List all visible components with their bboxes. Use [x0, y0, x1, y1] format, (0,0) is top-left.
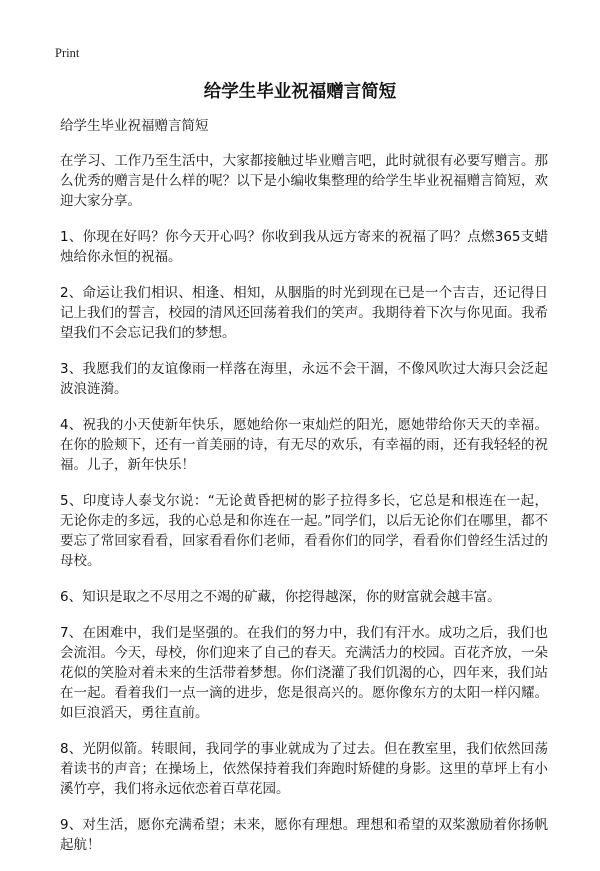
- page-title: 给学生毕业祝福赠言简短: [203, 82, 397, 102]
- paragraph-9: 9、对生活，愿你充满希望；未来，愿你有理想。理想和希望的双桨激励着你扬帆起航！: [60, 817, 548, 853]
- paragraph-3: 3、我愿我们的友谊像雨一样落在海里，永远不会干涸，不像风吹过大海只会泛起波浪涟漪。: [60, 361, 548, 397]
- print-link[interactable]: Print: [55, 46, 80, 60]
- paragraph-7: 7、在困难中，我们是坚强的。在我们的努力中，我们有汗水。成功之后，我们也会流泪。今天，母校，你们迎来了自己的春天。充满活力的校园。百花齐放，一朵花似的笑脸对着未来的生活带着梦想。你们浇灌了我们饥渴的心，四年来，我们站在一起。看着我们一点一滴的进步，您是很高兴的。愿你像东方的太阳一样闪耀。如巨浪滔天，勇往直前。: [60, 625, 548, 721]
- paragraph-2: 2、命运让我们相识、相逢、相知，从胭脂的时光到现在已是一个吉吉，还记得日记上我们的誓言，校园的清风还回荡着我们的笑声。我期待着下次与你见面。我希望我们不会忘记我们的梦想。: [60, 285, 548, 341]
- article-subtitle: 给学生毕业祝福赠言简短: [60, 118, 209, 134]
- paragraph-6: 6、知识是取之不尽用之不竭的矿藏，你挖得越深，你的财富就会越丰富。: [60, 589, 501, 605]
- paragraph-4: 4、祝我的小天使新年快乐，愿她给你一束灿烂的阳光，愿她带给你天天的幸福。在你的脸颊下，还有一首美丽的诗，有无尽的欢乐，有幸福的雨，还有我轻轻的祝福。儿子，新年快乐！: [60, 417, 548, 473]
- paragraph-8: 8、光阴似箭。转眼间，我同学的事业就成为了过去。但在教室里，我们依然回荡着读书的声音；在操场上，依然保持着我们奔跑时矫健的身影。这里的草坪上有小溪竹亭，我们将永远依恋着百草花园。: [60, 741, 548, 797]
- intro-paragraph: 在学习、工作乃至生活中，大家都接触过毕业赠言吧，此时就很有必要写赠言。那么优秀的赠言是什么样的呢？以下是小编收集整理的给学生毕业祝福赠言简短，欢迎大家分享。: [60, 153, 548, 209]
- article-body: [60, 117, 548, 871]
- paragraph-1: 1、你现在好吗？你今天开心吗？你收到我从远方寄来的祝福了吗？点燃365支蜡烛给你永恒的祝福。: [60, 229, 548, 265]
- paragraph-5: 5、印度诗人泰戈尔说：“无论黄昏把树的影子拉得多长，它总是和根连在一起，无论你走的多远，我的心总是和你连在一起。”同学们，以后无论你们在哪里，都不要忘了常回家看看，回家看看你们老师，看看你们的同学，看看你们曾经生活过的母校。: [60, 493, 548, 569]
